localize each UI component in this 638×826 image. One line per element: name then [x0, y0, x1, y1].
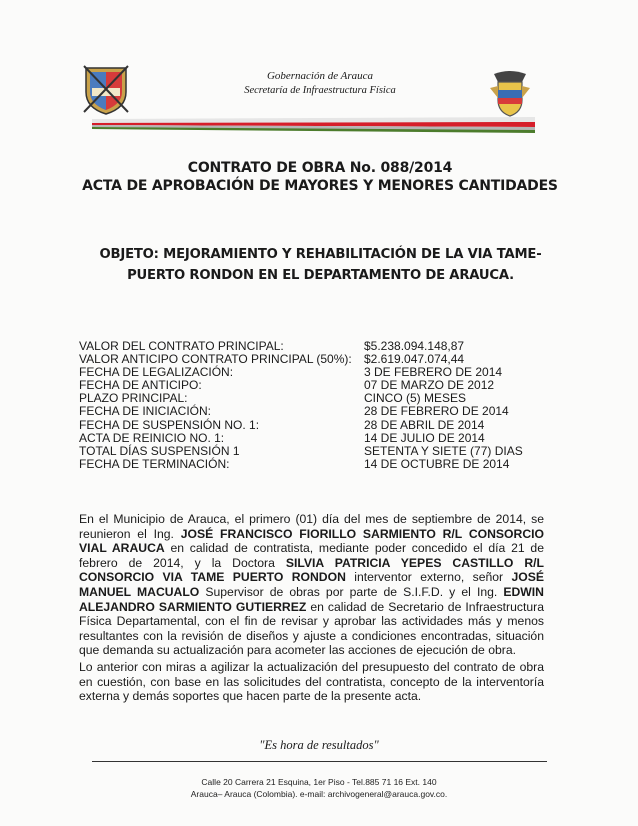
footer-contact: Arauca– Arauca (Colombia). e-mail: archivogeneral@arauca.gov.co. — [190, 789, 448, 799]
details-row — [79, 405, 559, 418]
object-line-2: PUERTO RONDON EN EL DEPARTAMENTO DE ARAUCA. — [127, 268, 514, 283]
arauca-shield-logo — [80, 62, 132, 116]
details-label: FECHA DE TERMINACIÓN: — [79, 456, 230, 471]
details-value: 07 DE MARZO DE 2012 — [364, 378, 495, 393]
body-paragraph-2: Lo anterior con miras a agilizar la actualización del presupuesto del contrato de obra en cuestión, con base en las solicitudes del contratista, concepto de la interventoría externa y demás soportes que hacen parte de la presente acta. — [79, 660, 544, 704]
act-title: ACTA DE APROBACIÓN DE MAYORES Y MENORES CANTIDADES — [82, 178, 558, 194]
header-organization — [170, 70, 470, 96]
details-value: SETENTA Y SIETE (77) DIAS — [364, 443, 523, 458]
slogan: "Es hora de resultados" — [259, 738, 379, 752]
details-label: FECHA DE ANTICIPO: — [79, 378, 202, 393]
details-label: VALOR DEL CONTRATO PRINCIPAL: — [79, 339, 284, 353]
org-department: Secretaría de Infraestructura Física — [244, 85, 396, 96]
details-row — [79, 445, 559, 458]
details-value: 14 DE JULIO DE 2014 — [364, 430, 485, 445]
details-value: 28 DE ABRIL DE 2014 — [364, 417, 485, 432]
details-value: $5.238.094.148,87 — [364, 339, 465, 353]
details-label: PLAZO PRINCIPAL: — [79, 391, 188, 406]
details-value: $2.619.047.074,44 — [364, 352, 465, 367]
details-label: FECHA DE INICIACIÓN: — [79, 404, 212, 419]
footer-address: Calle 20 Carrera 21 Esquina, 1er Piso - Tel.885 71 16 Ext. 140 — [201, 777, 437, 787]
footer-divider — [92, 761, 547, 762]
details-row — [79, 419, 559, 432]
contract-details-table — [79, 340, 559, 471]
object-line-1: OBJETO: MEJORAMIENTO Y REHABILITACIÓN DE LA VIA TAME- — [99, 247, 542, 262]
contract-title: CONTRATO DE OBRA No. 088/2014 — [187, 160, 453, 176]
header-color-band — [92, 117, 535, 133]
details-value: 14 DE OCTUBRE DE 2014 — [364, 456, 510, 471]
details-label: VALOR ANTICIPO CONTRATO PRINCIPAL (50%): — [79, 352, 352, 367]
details-value: CINCO (5) MESES — [364, 391, 467, 406]
details-row — [79, 432, 559, 445]
colombia-coat-of-arms-logo — [486, 68, 534, 120]
details-label: TOTAL DÍAS SUSPENSIÓN 1 — [79, 443, 240, 458]
object-statement — [68, 244, 573, 286]
details-value: 3 DE FEBRERO DE 2014 — [364, 365, 503, 380]
body-paragraph-1: En el Municipio de Arauca, el primero (01) día del mes de septiembre de 2014, se reunieron el Ing. JOSÉ FRANCISCO FIORILLO SARMIENTO R/L CONSORCIO VIAL ARAUCA en calidad de contratista, mediante poder concedido el día 21 de febrero de 2014, y la Doctora SILVIA PATRICIA YEPES CASTILLO R/L CONSORCIO VIA TAME PUERTO RONDON interventor externo, señor JOSÉ MANUEL MACUALO Supervisor de obras por parte de S.I.F.D. y el Ing. EDWIN ALEJANDRO SARMIENTO GUTIERREZ en calidad de Secretario de Infraestructura Física Departamental, con el fin de revisar y aprobar las actividades más y menos resultantes con la revisión de diseños y ajuste a condiciones encontradas, situación que demanda su actualización para acometer las acciones de ejecución de obra. — [79, 512, 545, 658]
details-label: FECHA DE SUSPENSIÓN NO. 1: — [79, 417, 260, 432]
details-label: FECHA DE LEGALIZACIÓN: — [79, 365, 234, 380]
details-label: ACTA DE REINICIO NO. 1: — [79, 430, 225, 445]
org-name: Gobernación de Arauca — [266, 70, 374, 82]
details-value: 28 DE FEBRERO DE 2014 — [364, 404, 509, 419]
details-row — [79, 458, 559, 471]
